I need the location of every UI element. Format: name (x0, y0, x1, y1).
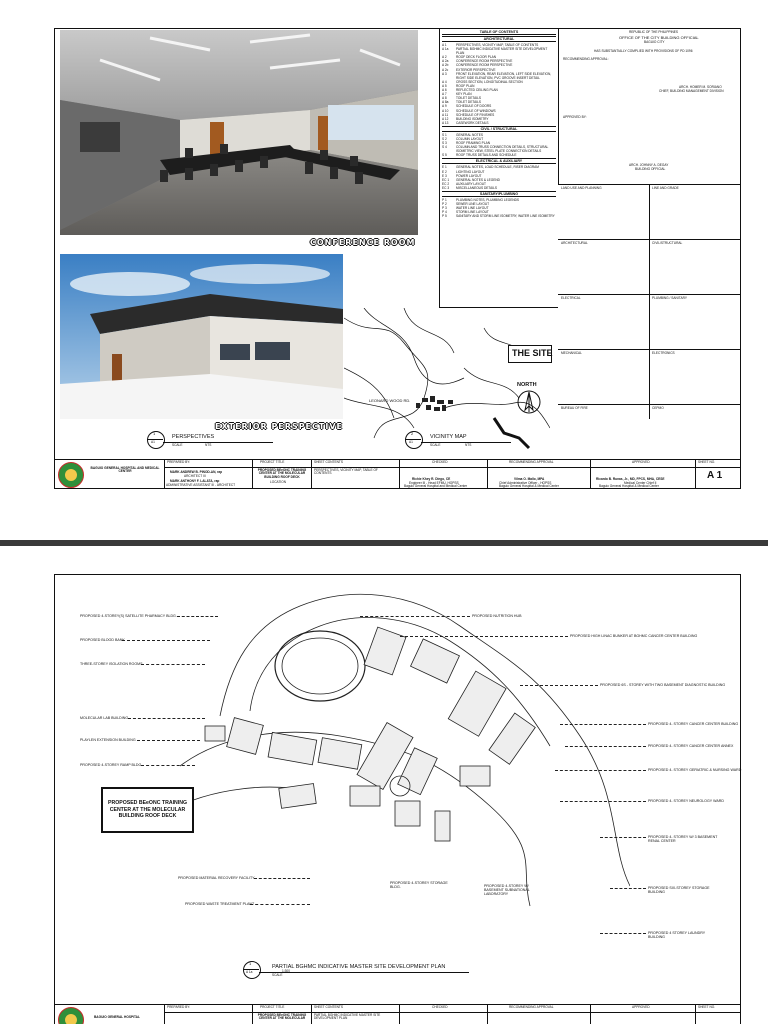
site-plan-annotation: PROPOSED 4- STOREY W/ 3 BASEMENT RENAL CENTER (648, 835, 718, 843)
checked-label: CHECKED (432, 460, 448, 464)
toc-item-code: A 2 (442, 55, 447, 60)
sheet-contents-label: SHEET CONTENTS (314, 1005, 343, 1009)
toc-item-code: A 4 (442, 79, 447, 84)
site-plan-annotation: PROPOSED 4- STOREY NEUROLOGY WARD (648, 799, 724, 803)
view-title: PARTIAL BGHMC INDICATIVE MASTER SITE DEVELOPMENT PLAN (272, 964, 446, 970)
field-mechanical: MECHANICAL (561, 351, 582, 355)
hospital-seal-logo (58, 462, 84, 488)
toc-item-code: A 2c (442, 67, 449, 72)
toc-architectural-list (442, 43, 556, 125)
toc-section-heading: CIVIL / STRUCTURAL (442, 126, 556, 132)
recommender-org: Baguio General Hospital & Medical Center (499, 484, 559, 488)
site-plan-annotation: PROPOSED HIGH LINAC BUNKER AT BGHMC CANCER CENTER BUILDING (570, 634, 698, 638)
preparer-title: ADMINISTRATIVE ASSISTANT III - ARCHITECT (166, 483, 236, 487)
view-title: PERSPECTIVES (172, 434, 215, 440)
leader-line (610, 888, 646, 889)
toc-item (442, 186, 556, 190)
toc-item-name: TOILET DETAILS (456, 100, 481, 105)
toc-item-code: S 3 (442, 141, 447, 146)
hospital-seal-logo (58, 1007, 84, 1024)
site-plan-annotation: PROPOSED NUTRITION HUB (472, 614, 522, 618)
leader-line (520, 685, 598, 686)
toc-item-name: SCHEDULE OF DOORS (456, 104, 492, 109)
toc-section-heading: SANITARY/PLUMBING (442, 191, 556, 197)
conference-room-caption: CONFERENCE ROOM (310, 238, 416, 247)
toc-item-name: MISCELLANEOUS DETAILS (456, 185, 498, 190)
leader-line (600, 837, 646, 838)
toc-item-name: SCHEDULE OF FINISHES (456, 112, 495, 117)
toc-item-code: A 9 (442, 104, 447, 109)
preparer-name: MARK ANTHONY F. LALATA, rap (170, 479, 220, 483)
field-plumbing: PLUMBING / SANITARY (652, 296, 687, 300)
field-line-grade: LINE AND GRADE (652, 186, 679, 190)
view-scale-value: NTS (205, 443, 212, 447)
field-bureau-of-fire: BUREAU OF FIRE (561, 406, 588, 410)
leader-line (177, 616, 219, 617)
view-scale-label: SCALE (272, 973, 283, 977)
toc-item-code: A 6 (442, 88, 447, 93)
toc-item-name: GENERAL NOTES & LEGEND (456, 177, 500, 182)
leader-line (555, 770, 646, 771)
conference-room-render (60, 30, 418, 235)
toc-item-name: GENERAL NOTES (456, 132, 483, 137)
toc-item-name: KEY PLAN (456, 92, 472, 97)
approver-name: Ricardo B. Runas, Jr., MD, FPCS, MHA, CESE (596, 477, 665, 481)
the-site-box (508, 345, 552, 363)
title-block (54, 1004, 741, 1024)
sheet-no-label: SHEET NO. (698, 1005, 716, 1009)
toc-item-code: A 12 (442, 116, 449, 121)
toc-item (442, 72, 556, 80)
recommender-title: CHIEF, BUILDING MANAGEMENT DIVISION (659, 89, 724, 93)
view-scale-label: SCALE (172, 443, 183, 447)
leader-line (141, 765, 195, 766)
site-plan-annotation: THREE-STOREY ISOLATION ROOMS (80, 662, 143, 666)
project-title: PROPOSED BEeONC TRAINING CENTER AT THE MOLECULAR BUILDING ROOF DECK (257, 468, 307, 479)
toc-item-code: S 4 (442, 145, 447, 150)
compliance-statement: HAS SUBSTANTIALLY COMPLIED WITH PROVISIONS OF PD 1096 (594, 49, 693, 53)
recommender-name: Vilma O. Mallo, MPA (514, 477, 545, 481)
toc-item (442, 214, 556, 218)
site-plan-annotation: MOLECULAR LAB BUILDING (80, 716, 129, 720)
site-plan-annotation: PROPOSED 4- STOREY CANCER CENTER ANNEX (648, 744, 734, 748)
exterior-perspective-render (60, 254, 343, 419)
the-site-label: THE SITE (512, 348, 553, 358)
site-plan-annotation: PROPOSED 4-STOREY STORAGE BLDG. (390, 881, 448, 889)
toc-item-name: TOILET DETAILS (456, 96, 481, 101)
toc-item-code: E 1 (442, 165, 447, 170)
toc-item (442, 145, 556, 153)
toc-item-code: EC 3 (442, 185, 450, 190)
site-plan-annotation: PROPOSED 4- STOREY CANCER CENTER BUILDING (648, 722, 739, 726)
checker-title: Engineer III - Head EFMU, HOPSS (409, 481, 459, 485)
view-title: VICINITY MAP (430, 434, 467, 440)
toc-item-code: S 2 (442, 136, 447, 141)
view-number: 2 (411, 431, 414, 436)
toc-sanitary-list (442, 198, 556, 218)
toc-item-name: CONFERENCE ROOM PERSPECTIVE (456, 63, 513, 68)
field-civil-structural: CIVIL/STRUCTURAL (652, 241, 683, 245)
site-plan-annotation: PROPOSED 6S - STOREY WITH TWO BASEMENT DIAGNOSTIC BUILDING (600, 683, 726, 687)
toc-item-code: P 4 (442, 210, 447, 215)
toc-item-name: BUILDING ISOMETRY (456, 116, 489, 121)
toc-item-name: PARTIAL BGHMC INDICATIVE MASTER SITE DEVELOPMENT PLAN (456, 47, 548, 56)
north-label: NORTH (517, 382, 537, 388)
location-label: LOCATION (270, 480, 287, 484)
hospital-name: BAGUIO GENERAL HOSPITAL (94, 1015, 140, 1019)
toc-item-code: A 1 (442, 43, 447, 47)
leader-line (400, 636, 568, 637)
preparer-title: ARCHITECT III (184, 474, 206, 478)
site-plan-annotation: PROPOSED 4 STOREY LAUNDRY BUILDING (648, 931, 706, 939)
site-plan-annotation: PROPOSED MATERIAL RECOVERY FACILITY (178, 876, 255, 880)
toc-item (442, 121, 556, 125)
toc-item (442, 47, 556, 55)
site-plan-annotation: PLAYLEN EXTENSION BUILDING (80, 738, 136, 742)
svg-text:LEONARD WOOD RD.: LEONARD WOOD RD. (369, 398, 411, 403)
sheet-number: A 1 (707, 470, 723, 481)
project-title-label: PROJECT TITLE (260, 1005, 285, 1009)
toc-item-name: PERSPECTIVES, VICINITY MAP, TABLE OF CONTENTS (456, 43, 539, 47)
toc-item-code: A 2b (442, 63, 449, 68)
toc-item-code: P 1 (442, 198, 447, 202)
approver-name: ARCH. JOHNNY A. DEGAY (629, 163, 669, 167)
city-label: BAGUIO CITY (644, 40, 665, 44)
project-title-label: PROJECT TITLE (260, 460, 285, 464)
view-bubble (147, 431, 165, 449)
toc-item-name: ROOF PLAN (456, 83, 475, 88)
project-callout-box (101, 787, 194, 833)
checker-name: Richie Khey R. Diego, CE (412, 477, 451, 481)
leader-line (141, 664, 205, 665)
project-callout-text: PROPOSED BEeONC TRAINING CENTER AT THE MOLECULAR BUILDING ROOF DECK (108, 799, 187, 820)
approved-by-label: APPROVED BY: (563, 115, 587, 119)
toc-item-code: E 2 (442, 169, 447, 174)
toc-item-code: A 1a (442, 47, 449, 52)
sheet-contents: PERSPECTIVES, VICINITY MAP, TABLE OF CONTENTS (314, 468, 378, 476)
toc-item-name: COLUMN AND TRUSS CONNECTION DETAILS, STRUCTURAL ISOMETRIC VIEW, STEEL PLATE CONNECTION DETAILS (456, 145, 549, 154)
sheet-no-label: SHEET NO. (698, 460, 716, 464)
toc-item-code: S 5 (442, 153, 447, 158)
toc-item-code: S 1 (442, 132, 447, 137)
leader-line (128, 718, 205, 719)
approved-label: APPROVED (632, 460, 650, 464)
view-number: 1 (153, 431, 156, 436)
table-of-contents (439, 28, 558, 308)
building-official-approval-block (558, 28, 741, 184)
view-bubble (405, 431, 423, 449)
checker-org: Baguio General Hospital and Medical Center (404, 484, 468, 488)
toc-item-code: A 8a (442, 100, 449, 105)
toc-item-code: A 5 (442, 83, 447, 88)
checked-label: CHECKED (432, 1005, 448, 1009)
toc-item-name: REFLECTED CEILING PLAN (456, 88, 498, 93)
toc-item-name: SEWER LINE LAYOUT (456, 202, 490, 207)
toc-item-name: STORM LINE LAYOUT (456, 210, 489, 215)
leader-line (360, 616, 470, 617)
view-scale-value: NTS (465, 443, 472, 447)
leader-line (560, 724, 646, 725)
drawing-sheet-a1a (0, 546, 768, 1024)
republic-label: REPUBLIC OF THE PHILIPPINES (629, 30, 679, 34)
toc-item-code: A 7 (442, 92, 447, 97)
view-sheet-ref: A 1a (246, 970, 253, 974)
toc-title: TABLE OF CONTENTS (442, 30, 556, 35)
site-plan-annotation: PROPOSED 4-STOREY W/ BASEMENT SUBNATIONAL LABORATORY (484, 884, 530, 896)
approved-label: APPROVED (632, 1005, 650, 1009)
toc-item-code: A 8 (442, 96, 447, 101)
toc-item-name: POWER LAYOUT (456, 173, 482, 178)
site-plan-annotation: PROPOSED BLOOD BANK (80, 638, 125, 642)
leader-line (565, 746, 646, 747)
view-sheet-ref: A1 (151, 440, 155, 444)
recommending-approval-label: RECOMMENDING APPROVAL (509, 1005, 554, 1009)
field-architectural: ARCHITECTURAL (561, 241, 588, 245)
toc-item-name: PLUMBING NOTES, PLUMBING LEGENDS (456, 198, 520, 202)
discipline-signoff-grid (558, 184, 741, 419)
view-sheet-ref: A1 (409, 440, 413, 444)
approver-title: Medical Center Chief II (624, 481, 657, 485)
toc-section-heading: ARCHITECTURAL (442, 36, 556, 42)
toc-item-name: ROOF TRUSS DETAILS AND SCHEDULE (456, 153, 517, 158)
exterior-perspective-caption: EXTERIOR PERSPECTIVE (215, 422, 343, 431)
project-title: PROPOSED BEeONC TRAINING CENTER AT THE MOLECULAR (257, 1013, 307, 1021)
toc-item-name: LIGHTING LAYOUT (456, 169, 485, 174)
leader-line (600, 933, 646, 934)
toc-item-name: EXTERIOR PERSPECTIVE (456, 67, 496, 72)
prepared-by-label: PREPARED BY: (167, 460, 191, 464)
field-land-use: LAND USE AND PLANNING (561, 186, 602, 190)
toc-item-code: EC 2 (442, 181, 450, 186)
approver-title: BUILDING OFFICIAL (635, 167, 666, 171)
toc-item-code: P 3 (442, 206, 447, 211)
toc-item-code: EC 1 (442, 177, 450, 182)
view-scale-value: 1:300 (282, 969, 290, 973)
field-cepmo: CEPMO (652, 406, 664, 410)
field-electronics: ELECTRONICS (652, 351, 675, 355)
preparer-name: MARK ANDREW B. PINOD-AN, rap (170, 470, 223, 474)
leader-line (560, 801, 646, 802)
toc-item-name: CASEWORK DETAILS (456, 120, 489, 125)
toc-civil-list (442, 133, 556, 158)
leader-line (254, 878, 311, 879)
toc-item-name: AUXILIARY LAYOUT (456, 181, 486, 186)
leader-line (122, 640, 210, 641)
recommending-approval-label: RECOMMENDING APPROVAL (509, 460, 554, 464)
site-plan-annotation: PROPOSED SIX-STOREY STORAGE BUILDING (648, 886, 710, 894)
hospital-name: BAGUIO GENERAL HOSPITAL AND MEDICAL CENTER (90, 466, 160, 474)
sheet-contents-label: SHEET CONTENTS (314, 460, 343, 464)
toc-item-code: A 11 (442, 112, 449, 117)
vicinity-map (344, 308, 550, 450)
toc-item (442, 153, 556, 157)
north-arrow-icon (517, 390, 541, 414)
sheet-contents: PARTIAL BGHMC INDICATIVE MASTER SITE DEVELOPMENT PLAN (314, 1013, 381, 1021)
toc-item-code: P 5 (442, 214, 447, 219)
recommending-label: RECOMMENDING APPROVAL: (563, 57, 609, 61)
view-scale-label: SCALE (430, 443, 441, 447)
toc-item-code: A 13 (442, 120, 449, 125)
leader-line (250, 904, 310, 905)
view-number: 1 (249, 961, 252, 966)
toc-item-name: SANITARY AND STORM LINE ISOMETRY, WATER LINE ISOMETRY (456, 214, 555, 219)
toc-item-code: P 2 (442, 202, 447, 207)
toc-item-name: COLUMN LAYOUT (456, 136, 484, 141)
toc-item-name: GENERAL NOTES, LOAD SCHEDULE, RISER DIAGRAM (456, 165, 539, 170)
site-plan-annotation: PROPOSED 4- STOREY GERIATRIC & NURSING WARD (648, 768, 742, 772)
title-block (54, 459, 741, 489)
leader-line (137, 740, 200, 741)
site-plan-annotation: PROPOSED 4-STOREY RAMP BLDG. (80, 763, 143, 767)
toc-item-code: E 3 (442, 173, 447, 178)
toc-item-name: CROSS SECTION, LONGITUDINAL SECTION (456, 79, 523, 84)
toc-item-code: A 10 (442, 108, 449, 113)
recommender-title: Chief Administrative Officer - HOPSS (499, 481, 552, 485)
office-label: OFFICE OF THE CITY BUILDING OFFICIAL (619, 35, 699, 40)
toc-item-code: A 2a (442, 59, 449, 64)
toc-section-heading: ELECTRICAL & AUXILIARY (442, 158, 556, 164)
toc-item-name: WATER LINE LAYOUT (456, 206, 489, 211)
toc-item-name: FRONT ELEVATION, REAR ELEVATION, LEFT SIDE ELEVATION, RIGHT SIDE ELEVATION, PVC GROOVE INSERT DETAIL (456, 71, 552, 80)
recommender-name: ARCH. HOMER M. SORIANO (679, 85, 722, 89)
toc-item-code: A 3 (442, 71, 447, 76)
prepared-by-label: PREPARED BY: (167, 1005, 191, 1009)
toc-item-name: ROOF DECK FLOOR PLAN (456, 55, 497, 60)
toc-item-name: SCHEDULE OF WINDOWS (456, 108, 496, 113)
toc-item-name: ROOF FRAMING PLAN (456, 141, 491, 146)
field-electrical: ELECTRICAL (561, 296, 581, 300)
approver-org: Baguio General Hospital & Medical Center (599, 484, 659, 488)
toc-electrical-list (442, 165, 556, 190)
toc-item-name: CONFERENCE ROOM PERSPECTIVE (456, 59, 513, 64)
site-plan-annotation: PROPOSED WASTE TREATMENT PLANT (185, 902, 255, 906)
site-plan-annotation: PROPOSED 4-STOREY(S) SATELLITE PHARMACY BLDG. (80, 614, 177, 618)
